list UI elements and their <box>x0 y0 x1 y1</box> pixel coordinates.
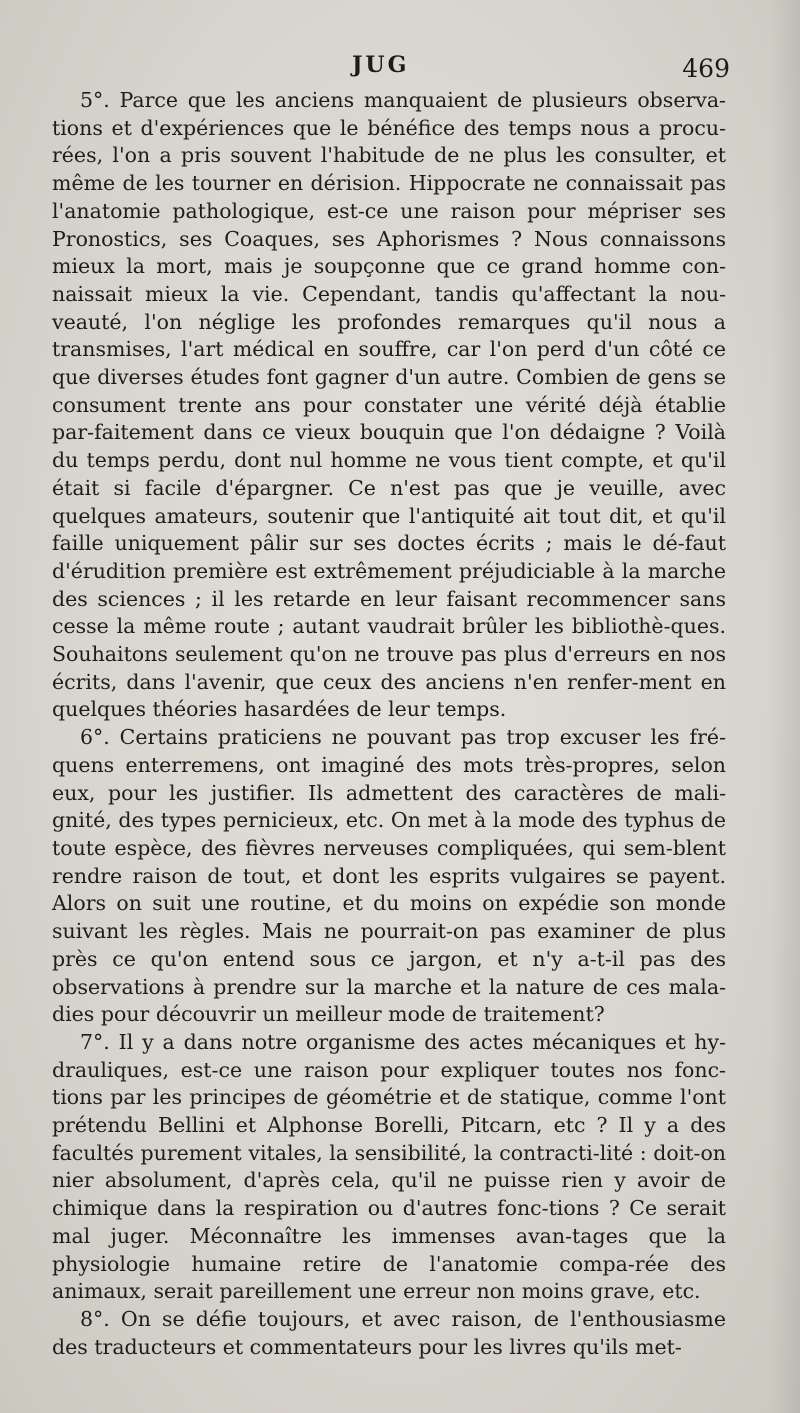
page-number: 469 <box>682 54 730 83</box>
body-text <box>52 87 726 1361</box>
page-header <box>52 52 732 92</box>
paragraph-7: 7°. Il y a dans notre organisme des actes mécaniques et hy-drauliques, est-ce une raison pour expliquer toutes nos fonc-tions par les principes de géométrie et de statique, comme l'ont prétendu Bellini et Alphonse Borelli, Pitcarn, etc ? Il y a des facultés purement vitales, la sensibilité, la contracti-lité : doit-on nier absolument, d'après cela, qu'il ne puisse rien y avoir de chimique dans la respiration ou d'autres fonc-tions ? Ce serait mal juger. Méconnaître les immenses avan-tages que la physiologie humaine retire de l'anatomie compa-rée des animaux, serait pareillement une erreur non moins grave, etc. <box>52 1029 726 1304</box>
running-head: JUG <box>352 52 410 78</box>
paragraph-8: 8°. On se défie toujours, et avec raison, de l'enthousiasme des traducteurs et commentateurs pour les livres qu'ils met- <box>52 1306 726 1359</box>
paragraph-5: 5°. Parce que les anciens manquaient de plusieurs observa-tions et d'expériences que le bénéfice des temps nous a procu-rées, l'on a pris souvent l'habitude de ne plus les consulter, et même de les tourner en dérision. Hippocrate ne connaissait pas l'anatomie pathologique, est-ce une raison pour mépriser ses Pronostics, ses Coaques, ses Aphorismes ? Nous connaissons mieux la mort, mais je soupçonne que ce grand homme con-naissait mieux la vie. Cependant, tandis qu'affectant la nou-veauté, l'on néglige les profondes remarques qu'il nous a transmises, l'art médical en souffre, car l'on perd d'un côté ce que diverses études font gagner d'un autre. Combien de gens se consument trente ans pour constater une vérité déjà établie par-faitement dans ce vieux bouquin que l'on dédaigne ? Voilà du temps perdu, dont nul homme ne vous tient compte, et qu'il était si facile d'épargner. Ce n'est pas que je veuille, avec quelques amateurs, soutenir que l'antiquité ait tout dit, et qu'il faille uniquement pâlir sur ses doctes écrits ; mais le dé-faut d'érudition première est extrêmement préjudiciable à la marche des sciences ; il les retarde en leur faisant recommencer sans cesse la même route ; autant vaudrait brûler les bibliothè-ques. Souhaitons seulement qu'on ne trouve pas plus d'erreurs en nos écrits, dans l'avenir, que ceux des anciens n'en renfer-ment en quelques théories hasardées de leur temps. <box>52 88 726 722</box>
paragraph-6: 6°. Certains praticiens ne pouvant pas trop excuser les fré-quens enterremens, ont imaginé des mots très-propres, selon eux, pour les justifier. Ils admettent des caractères de mali-gnité, des types pernicieux, etc. On met à la mode des typhus de toute espèce, des fièvres nerveuses compliquées, qui sem-blent rendre raison de tout, et dont les esprits vulgaires se payent. Alors on suit une routine, et du moins on expédie son monde suivant les règles. Mais ne pourrait-on pas examiner de plus près ce qu'on entend sous ce jargon, et n'y a-t-il pas des observations à prendre sur la marche et la nature de ces mala-dies pour découvrir un meilleur mode de traitement? <box>52 725 726 1027</box>
page-edge-shadow <box>770 0 800 1413</box>
